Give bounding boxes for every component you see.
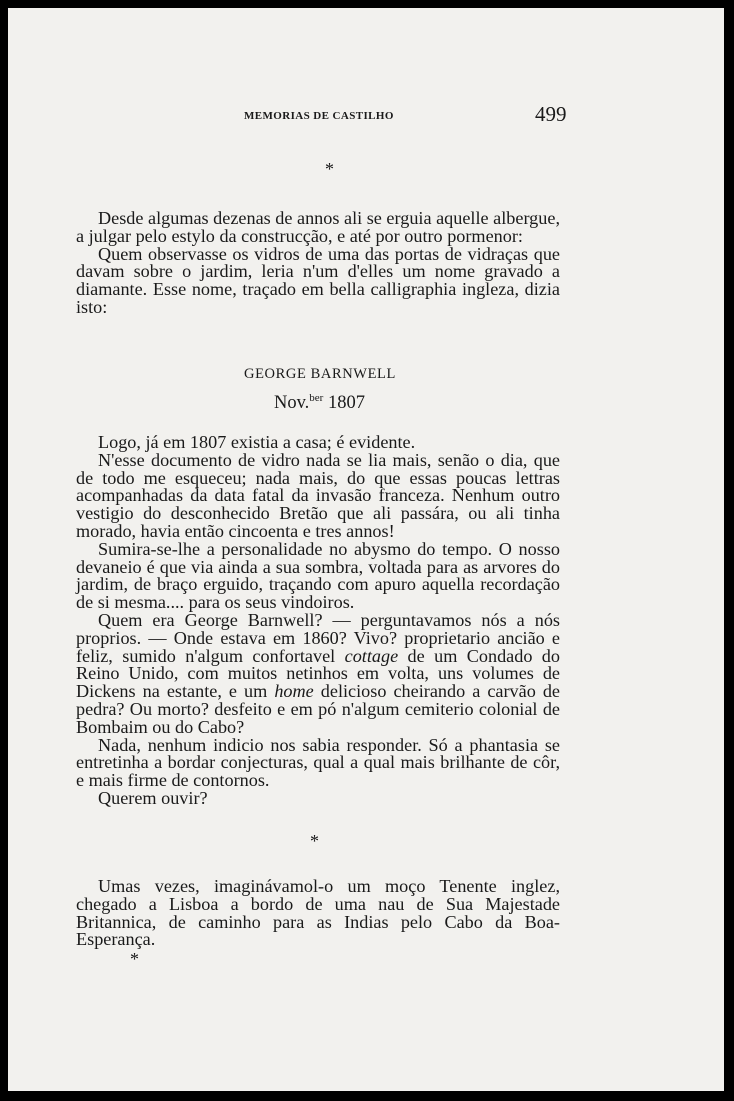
word-cottage: cottage: [344, 645, 399, 666]
section-ornament-middle: *: [310, 831, 319, 851]
paragraph-documento: N'esse documento de vidro nada se lia mais, senão o dia, que de todo me esqueceu; nada mais, do que essas poucas lettras acompanhadas da data fatal da invasão franceza. Nenhum outro vestigio do desconhecido Bretão que ali passára, ou ali tinha morado, havia então cincoenta e tres annos!: [76, 449, 560, 541]
page-header: [8, 102, 724, 138]
paragraph-vidros: Quem observasse os vidros de uma das portas de vidraças que davam sobre o jardim, leria n'um d'elles um nome gravado a diamante. Esse nome, traçado em bella calligraphia ingleza, dizia isto:: [76, 243, 560, 317]
paragraph-sumira: Sumira-se-lhe a personalidade no abysmo do tempo. O nosso devaneio é que via ainda a sua sombra, voltada para as arvores do jardim, de braço erguido, traçando com apuro aquella recordação de si mesma.... para os seus vindoiros.: [76, 538, 560, 613]
word-home: home: [274, 681, 314, 702]
section-main-text: [76, 434, 560, 808]
book-page: [8, 8, 724, 1091]
inscription-date: [274, 392, 365, 414]
section-opening-text: [76, 210, 560, 317]
section-closing-text: [76, 878, 560, 949]
paragraph-logo: Logo, já em 1807 existia a casa; é evidente.: [98, 432, 416, 452]
section-ornament-top: *: [325, 159, 334, 179]
running-title: MEMORIAS DE CASTILHO: [244, 110, 394, 122]
paragraph-albergue: Desde algumas dezenas de annos ali se erguia aquelle albergue, a julgar pelo estylo da construcção, e até por outro pormenor:: [76, 208, 560, 246]
paragraph-nada: Nada, nenhum indicio nos sabia responder. Só a phantasia se entretinha a bordar conjecturas, qual a qual mais brilhante de côr, e mais firme de contornos.: [76, 734, 560, 791]
date-suffix: ber: [309, 392, 324, 404]
inscription-name: GEORGE BARNWELL: [244, 366, 396, 382]
paragraph-umas-vezes: Umas vezes, imaginávamol-o um moço Tenente inglez, chegado a Lisboa a bordo de uma nau de Sua Majestade Britannica, de caminho para as Indias pelo Cabo da Boa-Esperança.: [76, 876, 560, 950]
date-month: Nov.: [274, 393, 310, 413]
paragraph-querem: Querem ouvir?: [98, 787, 208, 808]
page-number: 499: [535, 102, 567, 126]
paragraph-quem-era: Quem era George Barnwell? — perguntavamos nós a nós proprios. — Onde estava em 1860? Vivo? proprietario ancião e feliz, sumido n'algum confortavel cottage de um Condado do Reino Unido, com muitos netinhos em volta, uns volumes de Dickens na estante, e um home delicioso cheirando a carvão de pedra? Ou morto? desfeito e em pó n'algum cemiterio colonial de Bombaim ou do Cabo?: [76, 609, 560, 737]
date-year: 1807: [327, 393, 365, 413]
section-ornament-bottom: *: [130, 949, 139, 969]
